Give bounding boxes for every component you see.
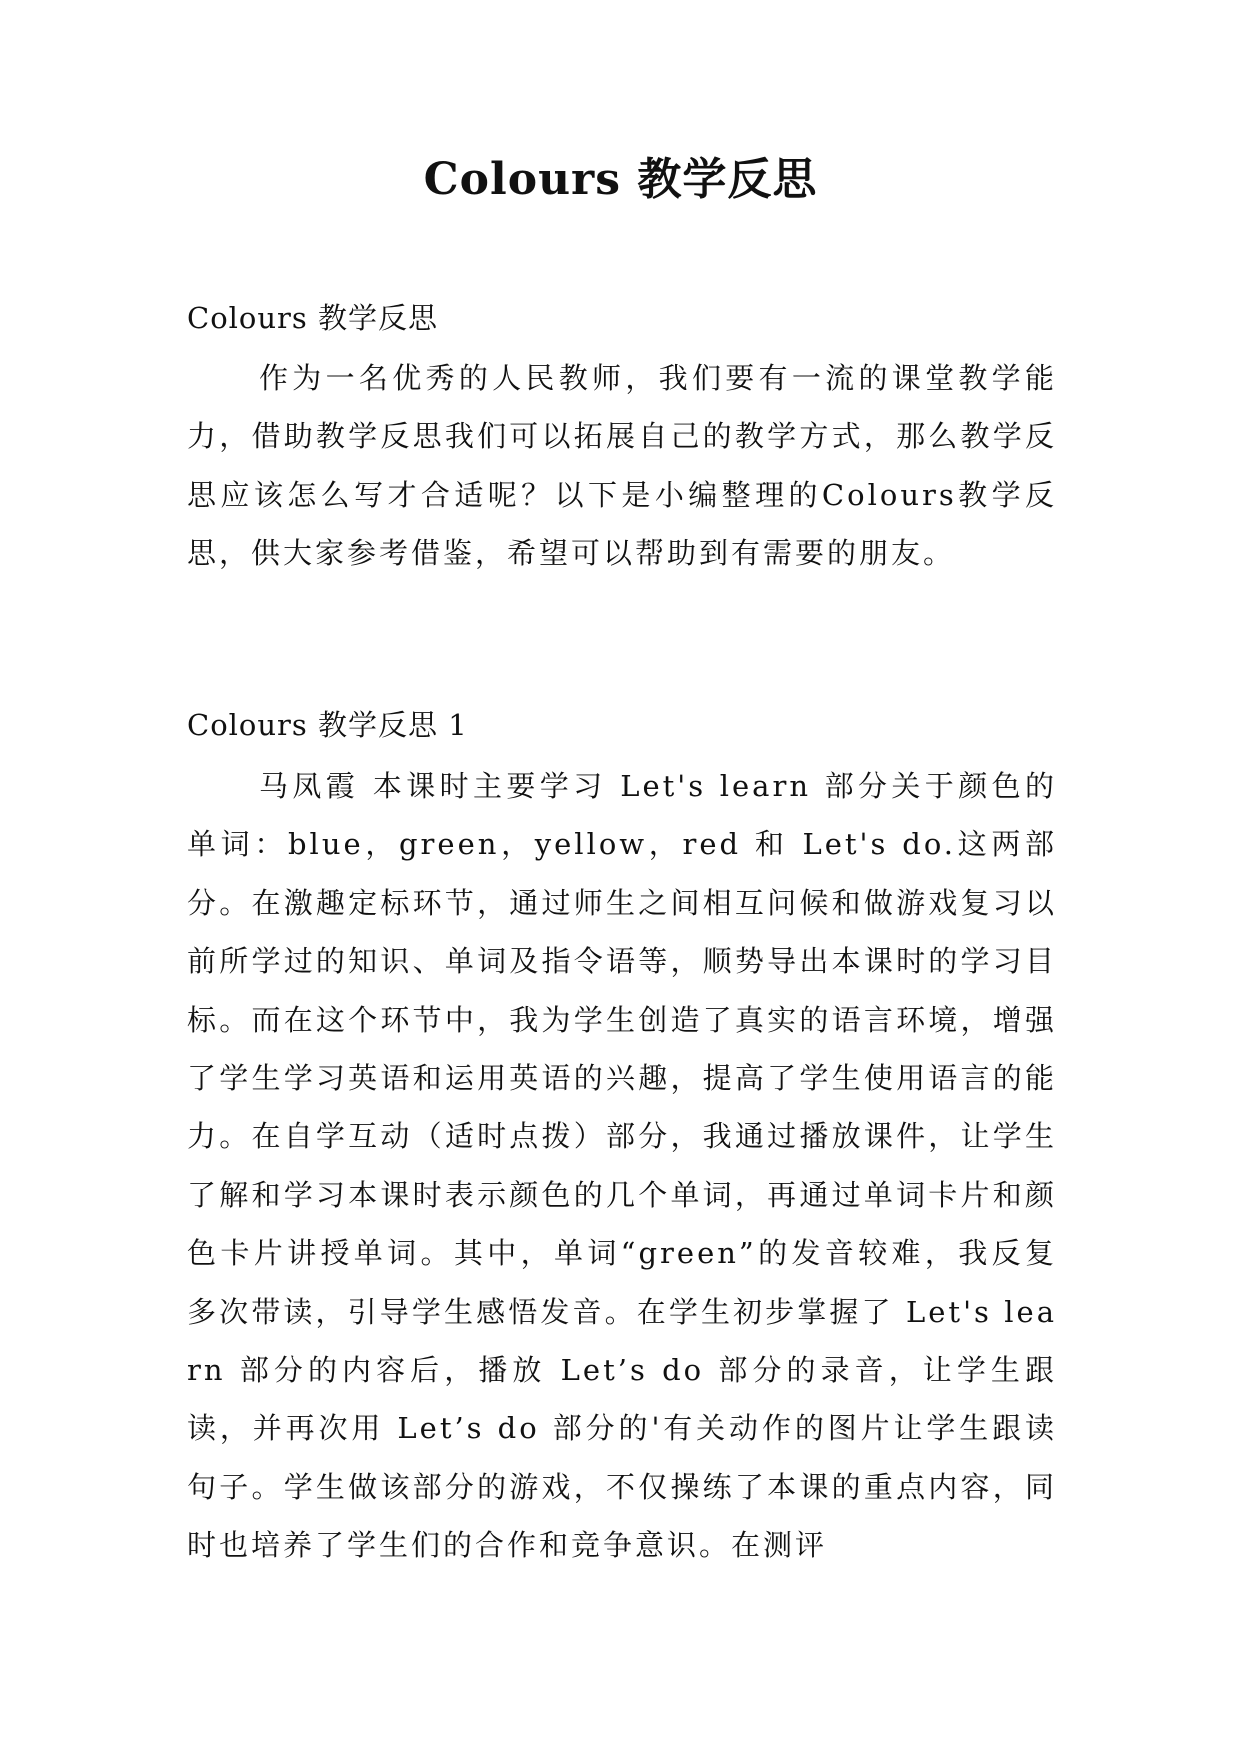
document-title: Colours 教学反思 [423,154,818,205]
intro-heading: Colours 教学反思 [187,301,439,335]
section-1-heading: Colours 教学反思 1 [187,708,468,742]
intro-paragraph: 作为一名优秀的人民教师，我们要有一流的课堂教学能力，借助教学反思我们可以拓展自己的教学方式，那么教学反思应该怎么写才合适呢？以下是小编整理的Colours教学反思，供大家参考借鉴，希望可以帮助到有需要的朋友。 [187,361,1057,571]
section-1-paragraph: 马凤霞 本课时主要学习 Let's learn 部分关于颜色的单词：blue，green，yellow，red 和 Let's do.这两部分。在激趣定标环节，通过师生之间相互问候和做游戏复习以前所学过的知识、单词及指令语等，顺势导出本课时的学习目标。而在这个环节中，我为学生创造了真实的语言环境，增强了学生学习英语和运用英语的兴趣，提高了学生使用语言的能力。在自学互动（适时点拨）部分，我通过播放课件，让学生了解和学习本课时表示颜色的几个单词，再通过单词卡片和颜色卡片讲授单词。其中，单词“green”的发音较难，我反复多次带读，引导学生感悟发音。在学生初步掌握了 Let's learn 部分的内容后，播放 Let’s do 部分的录音，让学生跟读，并再次用 Let’s do 部分的'有关动作的图片让学生跟读句子。学生做该部分的游戏，不仅操练了本课的重点内容，同时也培养了学生们的合作和竞争意识。在测评 [187,769,1057,1563]
